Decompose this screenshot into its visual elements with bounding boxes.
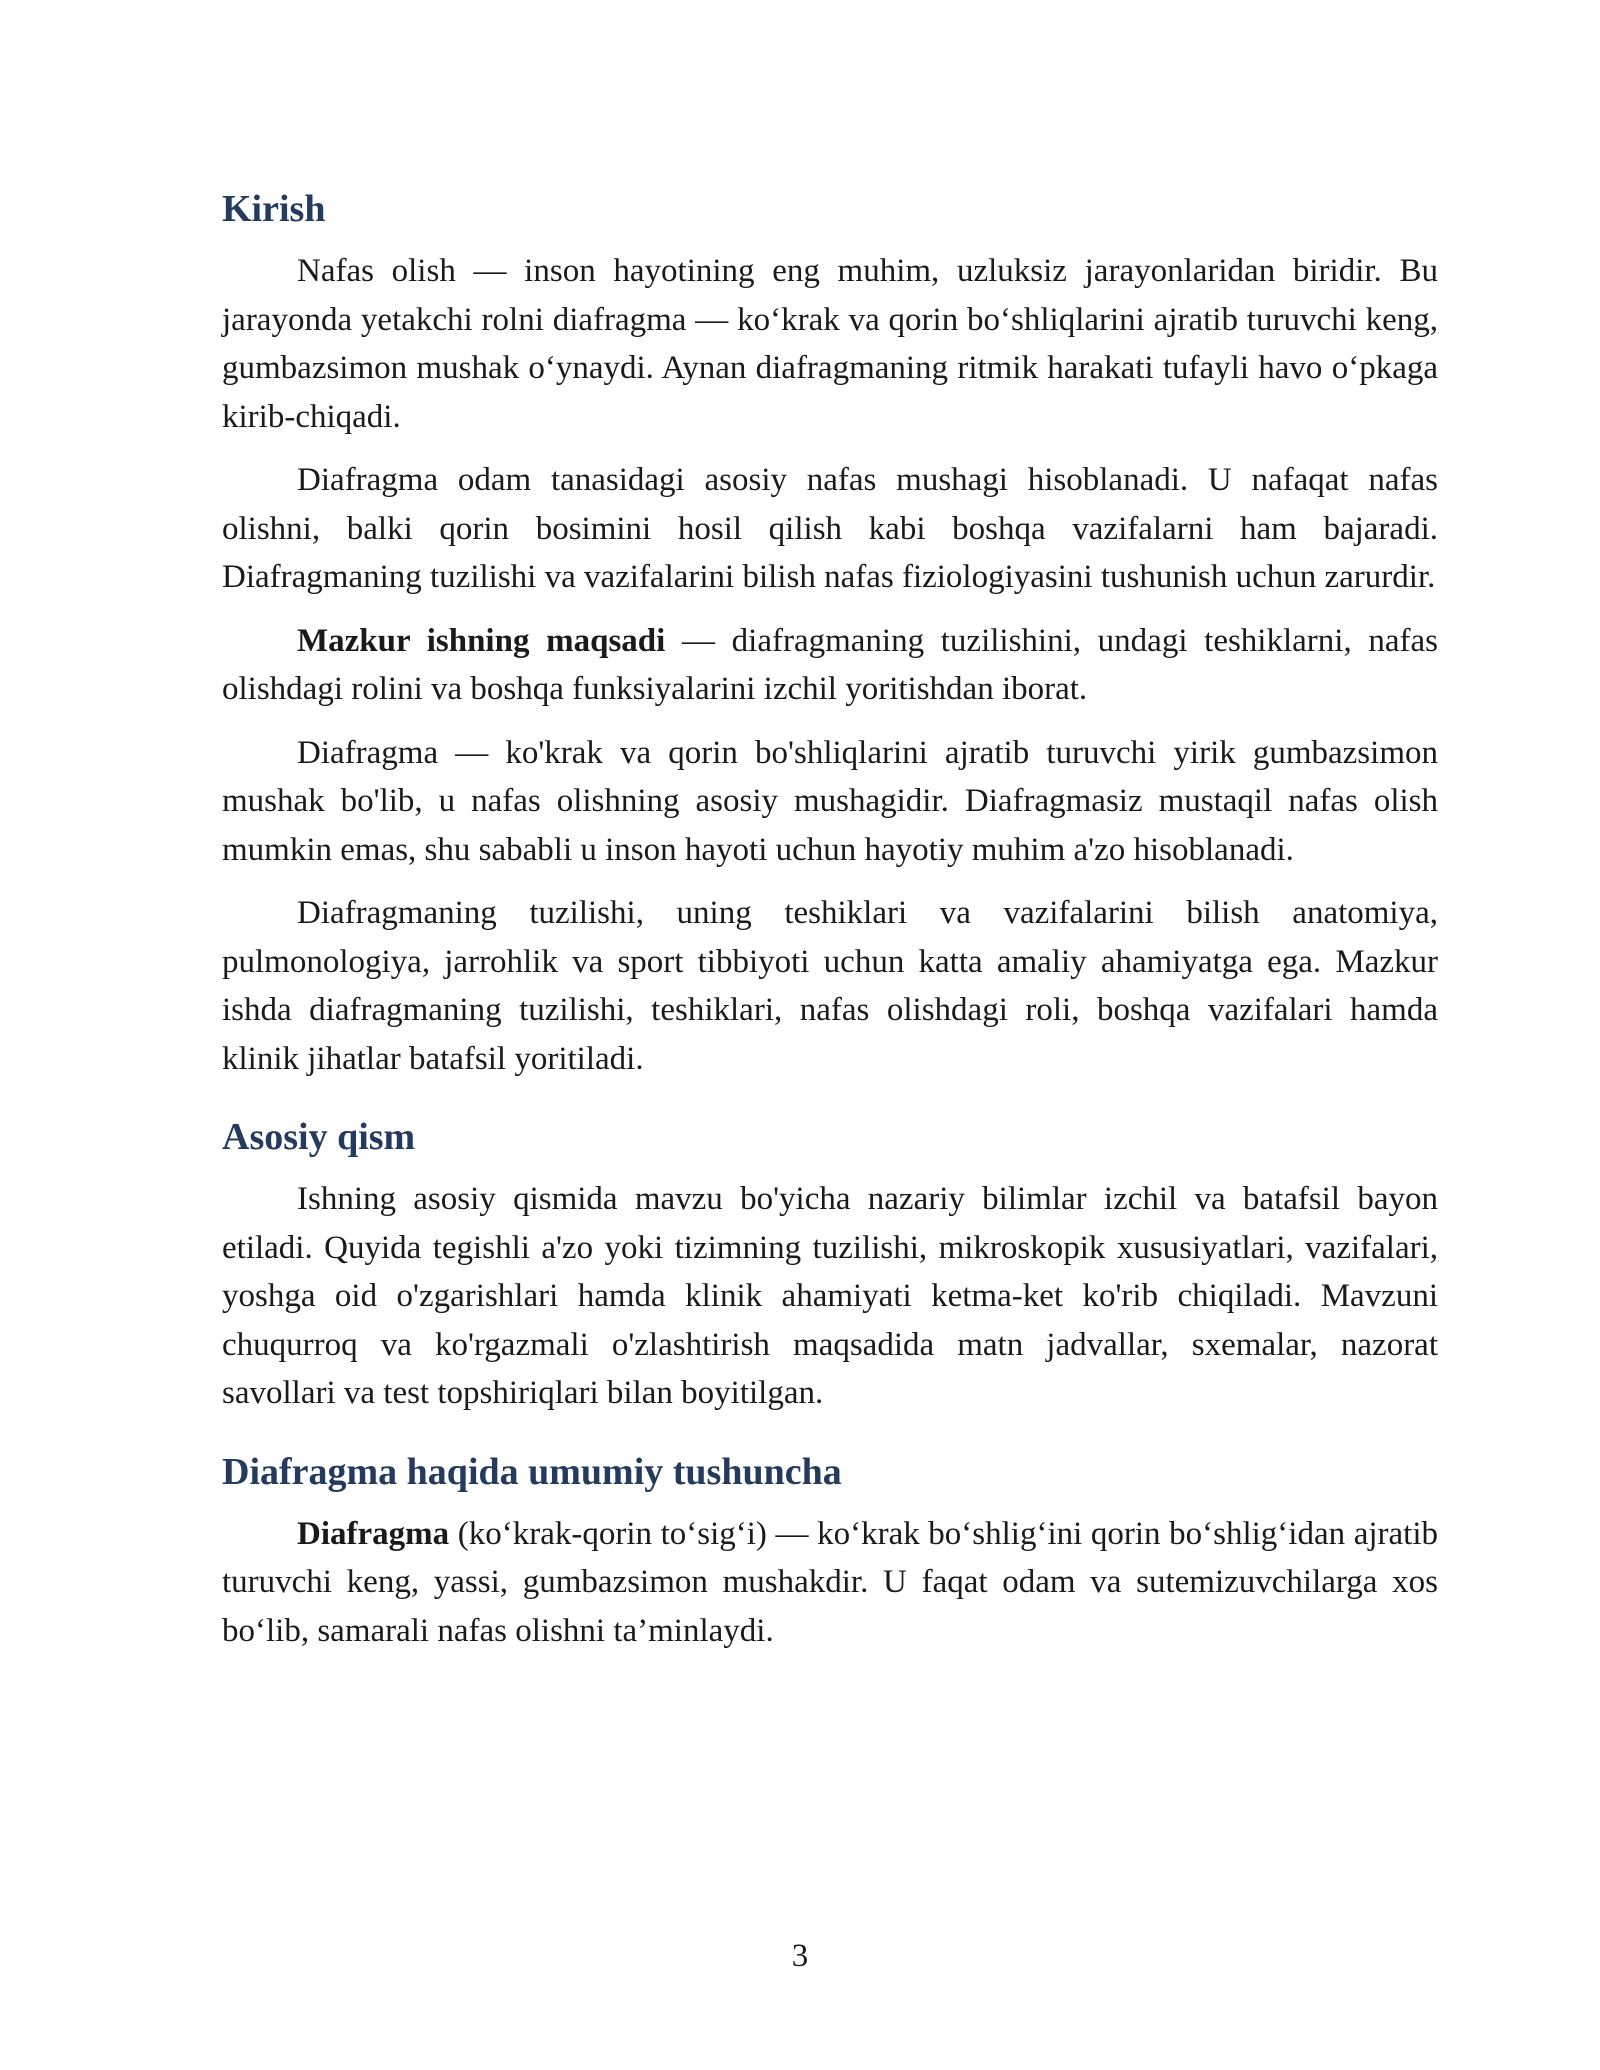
page-content [222, 185, 1438, 1670]
paragraph-umumiy-1-text: (ko‘krak-qorin to‘sig‘i) — ko‘krak bo‘shlig‘ini qorin bo‘shlig‘idan ajratib turuvchi keng, yassi, gumbazsimon mushakdir. U faqat odam va sutemizuvchilarga xos bo‘lib, samarali nafas olishni ta’minlaydi. [222, 1515, 1438, 1649]
paragraph-kirish-3-bold: Mazkur ishning maqsadi [297, 622, 666, 659]
paragraph-asosiy-1: Ishning asosiy qismida mavzu bo'yicha nazariy bilimlar izchil va batafsil bayon etiladi. Quyida tegishli a'zo yoki tizimning tuzilishi, mikroskopik xususiyatlari, vazifalari, yoshga oid o'zgarishlari hamda klinik ahamiyati ketma-ket ko'rib chiqiladi. Mavzuni chuqurroq va ko'rgazmali o'zlashtirish maqsadida matn jadvallar, sxemalar, nazorat savollari va test topshiriqlari bilan boyitilgan. [222, 1181, 1438, 1411]
paragraph-kirish-3 [222, 617, 1438, 714]
paragraph-kirish-1: Nafas olish — inson hayotining eng muhim, uzluksiz jarayonlaridan biridir. Bu jarayonda yetakchi rolni diafragma — ko‘krak va qorin bo‘shliqlarini ajratib turuvchi keng, gumbazsimon mushak o‘ynaydi. Aynan diafragmaning ritmik harakati tufayli havo o‘pkaga kirib-chiqadi. [222, 253, 1438, 435]
heading-umumiy-tushuncha: Diafragma haqida umumiy tushuncha [222, 1450, 842, 1493]
paragraph-kirish-5: Diafragmaning tuzilishi, uning teshiklari va vazifalarini bilish anatomiya, pulmonologiya, jarrohlik va sport tibbiyoti uchun katta amaliy ahamiyatga ega. Mazkur ishda diafragmaning tuzilishi, teshiklari, nafas olishdagi roli, boshqa vazifalari hamda klinik jihatlar batafsil yoritiladi. [222, 895, 1438, 1077]
heading-kirish: Kirish [222, 188, 326, 230]
page-number: 3 [791, 1938, 809, 1974]
paragraph-umumiy-1-bold: Diafragma [297, 1515, 450, 1552]
paragraph-kirish-4: Diafragma — ko'krak va qorin bo'shliqlarini ajratib turuvchi yirik gumbazsimon mushak bo'lib, u nafas olishning asosiy mushagidir. Diafragmasiz mustaqil nafas olish mumkin emas, shu sababli u inson hayoti uchun hayotiy muhim a'zo hisoblanadi. [222, 734, 1438, 868]
paragraph-umumiy-1 [222, 1510, 1438, 1656]
heading-asosiy-qism: Asosiy qism [222, 1116, 416, 1158]
paragraph-kirish-2: Diafragma odam tanasidagi asosiy nafas mushagi hisoblanadi. U nafaqat nafas olishni, balki qorin bosimini hosil qilish kabi boshqa vazifalarni ham bajaradi. Diafragmaning tuzilishi va vazifalarini bilish nafas fiziologiyasini tushunish uchun zarurdir. [222, 462, 1438, 595]
paragraph-kirish-3-text: — diafragmaning tuzilishini, undagi teshiklarni, nafas olishdagi rolini va boshqa funksiyalarini izchil yoritishdan iborat. [222, 622, 1438, 707]
